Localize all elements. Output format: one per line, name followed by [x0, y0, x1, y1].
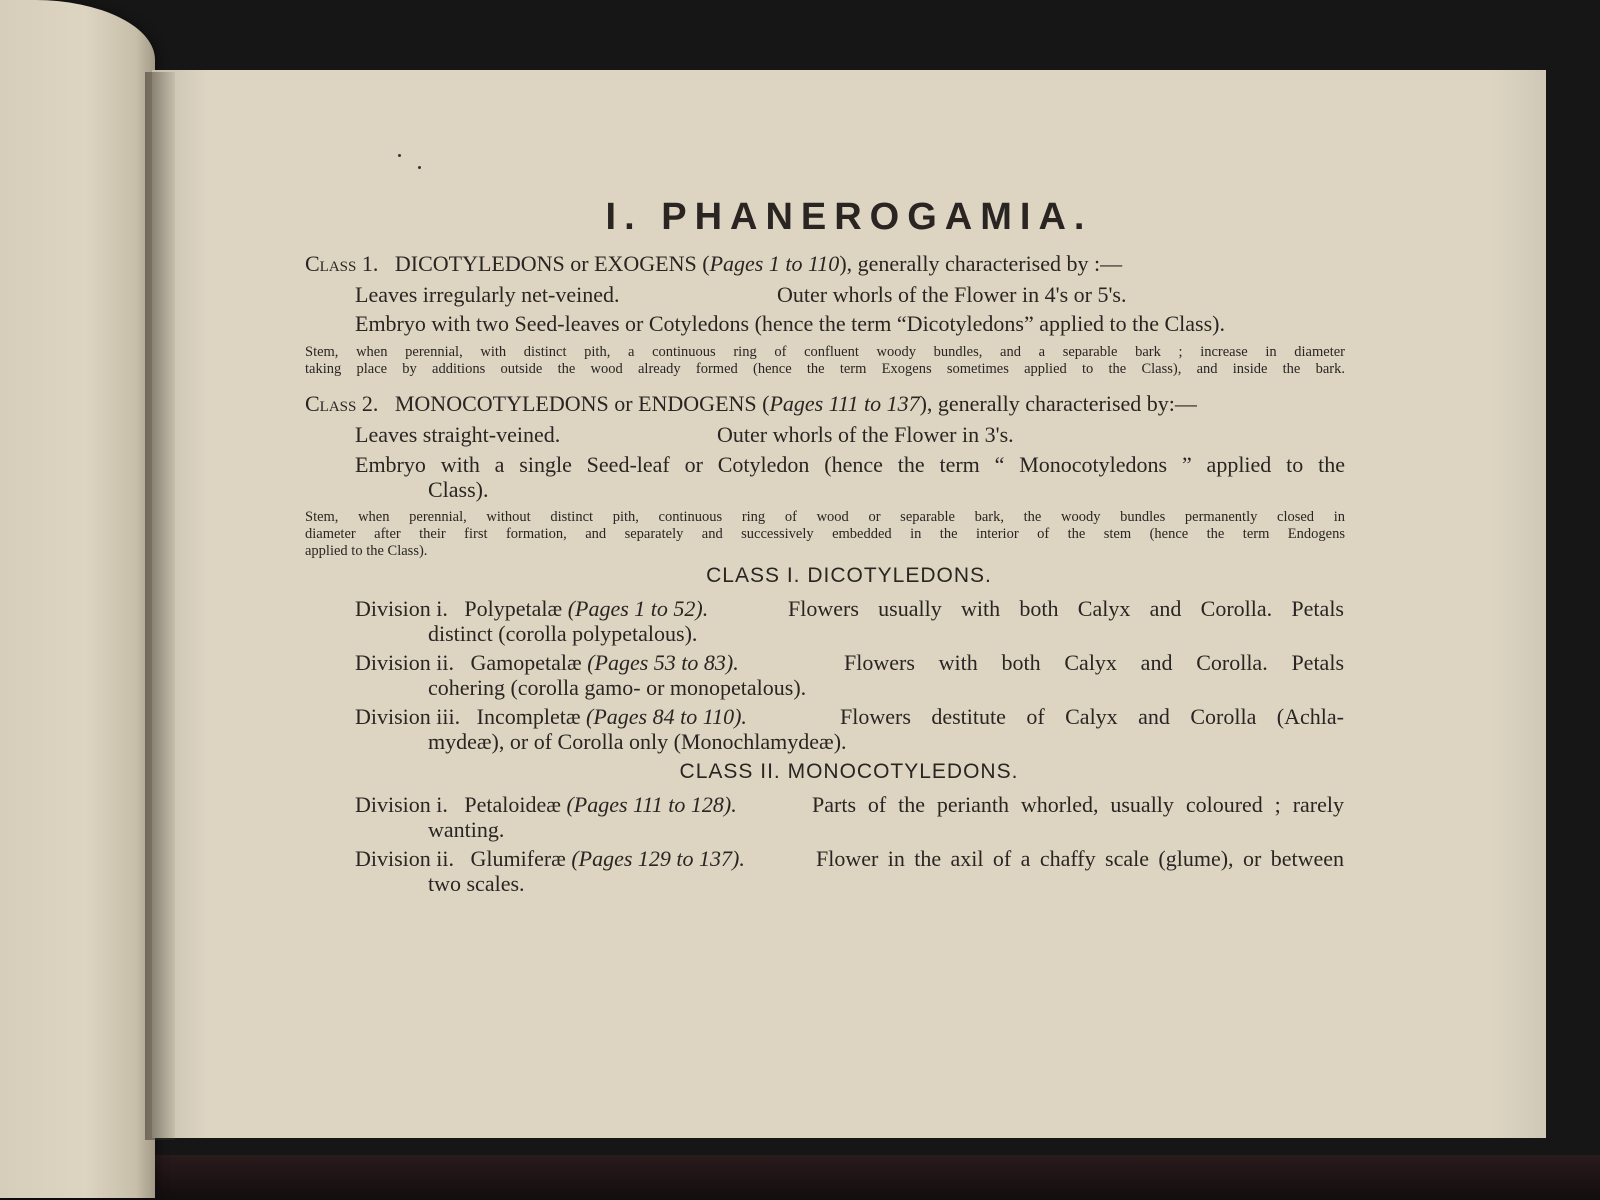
class-2-paren: ( [762, 391, 770, 416]
division-row [355, 650, 739, 676]
division-row [355, 846, 745, 872]
book-cover-bottom [0, 1155, 1600, 1200]
division-name: Glumiferæ [470, 846, 566, 871]
division-label: Division iii. [355, 704, 461, 729]
division-continuation: cohering (corolla gamo- or monopetalous). [428, 675, 807, 700]
class-2-stem-line-1: Stem, when perennial, without distinct pith, continuous ring of wood or separable bark, the woody bundles permanently closed in [305, 509, 1345, 525]
division-pages: (Pages 1 to 52). [567, 596, 709, 621]
page-title: I. PHANEROGAMIA. [605, 196, 1093, 238]
division-description: Flowers usually with both Calyx and Corolla. Petals [788, 596, 1344, 621]
division-label: Division i. [355, 596, 448, 621]
class-2-whorls: Outer whorls of the Flower in 3's. [717, 422, 1014, 447]
class-2-pages: Pages 111 to 137 [769, 391, 920, 416]
division-name: Polypetalæ [464, 596, 563, 621]
class-1-stem-line-2: taking place by additions outside the wood already formed (hence the term Exogens sometimes applied to the Class), and inside the bark. [305, 361, 1345, 377]
division-name: Incompletæ [476, 704, 581, 729]
ink-speck [398, 154, 401, 157]
division-row [355, 704, 747, 730]
class-1-whorls: Outer whorls of the Flower in 4's or 5's. [777, 282, 1127, 307]
division-label: Division i. [355, 792, 448, 817]
division-name: Gamopetalæ [470, 650, 582, 675]
class-2-name: MONOCOTYLEDONS or ENDOGENS [394, 391, 757, 416]
class-1-name: DICOTYLEDONS or EXOGENS [394, 251, 697, 276]
division-description: Flowers with both Calyx and Corolla. Petals [844, 650, 1344, 675]
book-page [152, 70, 1546, 1138]
division-description: Flower in the axil of a chaffy scale (glume), or between [816, 846, 1344, 871]
class-2-leaves: Leaves straight-veined. [355, 422, 561, 447]
ink-speck [418, 166, 421, 169]
class-1-rest: ), generally characterised by :— [839, 251, 1123, 276]
division-label: Division ii. [355, 846, 455, 871]
section-class-ii-heading: CLASS II. MONOCOTYLEDONS. [679, 760, 1019, 783]
class-2-stem-line-2: diameter after their first formation, and separately and successively embedded in the interior of the stem (hence the term Endogens [305, 526, 1345, 542]
class-1-leaves: Leaves irregularly net-veined. [355, 282, 620, 307]
class-1-paren: ( [702, 251, 710, 276]
class-2-rest: ), generally characterised by:— [919, 391, 1197, 416]
division-row [355, 596, 708, 622]
division-continuation: mydeæ), or of Corolla only (Monochlamydeæ). [428, 729, 847, 754]
division-pages: (Pages 84 to 110). [586, 704, 747, 729]
division-description: Parts of the perianth whorled, usually coloured ; rarely [812, 792, 1344, 817]
division-label: Division ii. [355, 650, 455, 675]
division-row [355, 792, 737, 818]
class-2-label: Class 2. [305, 391, 379, 416]
division-name: Petaloideæ [464, 792, 561, 817]
class-1-embryo: Embryo with two Seed-leaves or Cotyledons (hence the term “Dicotyledons” applied to the Class). [355, 311, 1225, 336]
division-description: Flowers destitute of Calyx and Corolla (Achla- [840, 704, 1344, 729]
class-2-stem-line-3: applied to the Class). [305, 543, 428, 559]
class-1-stem-line-1: Stem, when perennial, with distinct pith, a continuous ring of confluent woody bundles, and a separable bark ; increase in diameter [305, 344, 1345, 360]
division-continuation: distinct (corolla polypetalous). [428, 621, 698, 646]
class-2-heading [305, 391, 1197, 417]
page-gutter-shadow [145, 72, 175, 1140]
class-1-label: Class 1. [305, 251, 379, 276]
class-1-pages: Pages 1 to 110 [709, 251, 840, 276]
division-continuation: two scales. [428, 871, 525, 896]
division-pages: (Pages 129 to 137). [571, 846, 745, 871]
division-pages: (Pages 111 to 128). [566, 792, 737, 817]
left-page-edge [0, 0, 155, 1198]
division-pages: (Pages 53 to 83). [587, 650, 739, 675]
section-class-i-heading: CLASS I. DICOTYLEDONS. [706, 564, 992, 587]
division-continuation: wanting. [428, 817, 505, 842]
class-1-heading [305, 251, 1122, 277]
class-2-embryo-line-2: Class). [428, 477, 489, 502]
class-2-embryo-line-1: Embryo with a single Seed-leaf or Cotyledon (hence the term “ Monocotyledons ” applied to the [355, 452, 1345, 477]
